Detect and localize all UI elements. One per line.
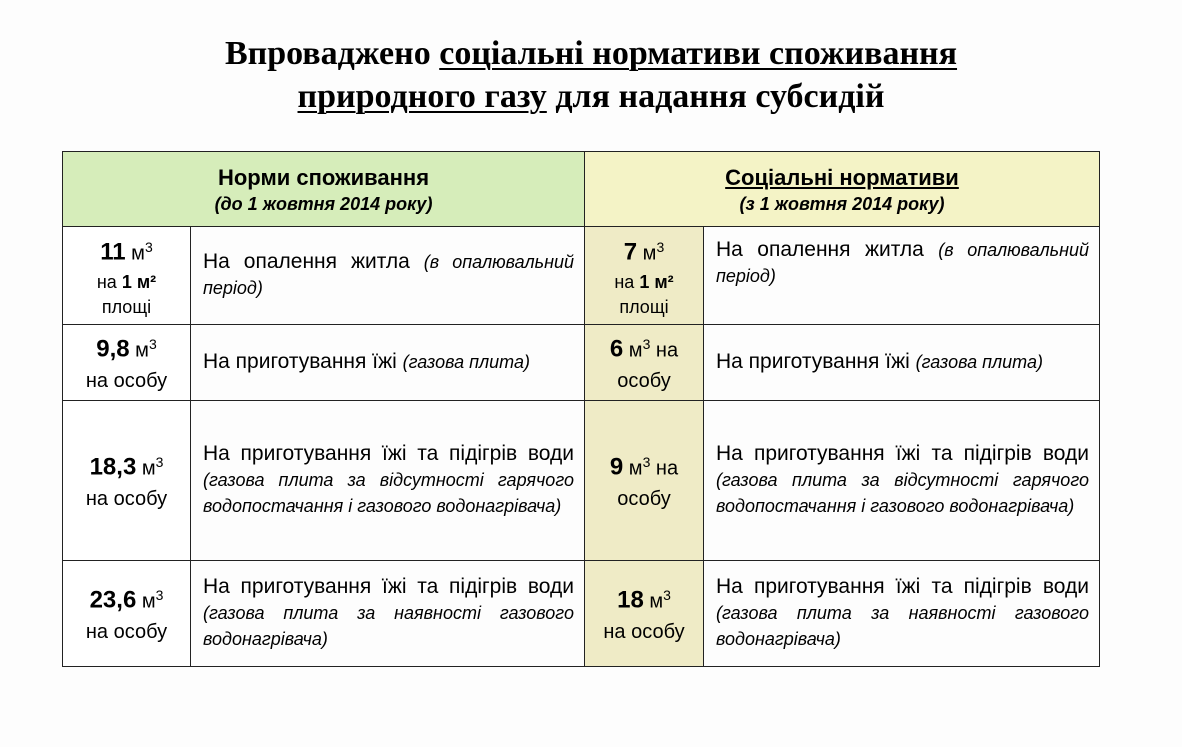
old-norm-cell: 23,6 $м^3$ на особу (63, 561, 191, 667)
purpose-cell: На приготування їжі та підігрів води (газова плита за відсутності гарячого водопостачання і газового водонагрівача) (704, 401, 1100, 561)
header-old-norms (63, 152, 585, 227)
new-norm-cell: 18 $м^3$ на особу (585, 561, 704, 667)
purpose-cell: На приготування їжі та підігрів води (газова плита за наявності газового водонагрівача) (191, 561, 585, 667)
new-norm-cell: 6 $м^3$ на особу (585, 325, 704, 401)
header-new-norms (585, 152, 1100, 227)
new-norm-cell: 9 $м^3$ на особу (585, 401, 704, 561)
purpose-cell: На опалення житла (в опалювальний період) (704, 227, 1100, 325)
table-row (63, 401, 1100, 561)
header-old-title: Норми споживання (217, 165, 430, 190)
title-text: Впроваджено (224, 35, 440, 72)
new-norm-cell: 7 $м^3$ на 1 м² площі (585, 227, 704, 325)
unit: м (125, 242, 145, 265)
page-title (0, 32, 1182, 118)
title-underlined-text: соціальні нормативи споживання (439, 35, 958, 72)
old-norm-value: 18,3 (89, 453, 137, 481)
table-row (63, 325, 1100, 401)
new-norm-value: 7 (623, 238, 638, 266)
purpose-cell: На приготування їжі (газова плита) (704, 325, 1100, 401)
old-norm-value: 11 (100, 238, 126, 266)
new-norm-value: 18 (617, 586, 644, 614)
purpose-cell: На приготування їжі та підігрів води (газова плита за відсутності гарячого водопостачання і газового водонагрівача) (191, 401, 585, 561)
title-line-2 (0, 75, 1182, 118)
unit-exponent: 3 (144, 239, 153, 256)
title-underlined-text: природного газу (297, 78, 547, 115)
new-norm-value: 6 (609, 335, 624, 363)
table-header-row (63, 152, 1100, 227)
purpose-cell: На приготування їжі (газова плита) (191, 325, 585, 401)
purpose-cell: На приготування їжі та підігрів води (газова плита за наявності газового водонагрівача) (704, 561, 1100, 667)
title-text: для надання субсидій (546, 78, 885, 115)
table-row (63, 561, 1100, 667)
header-new-subtitle: (з 1 жовтня 2014 року) (739, 194, 945, 214)
purpose-cell: На опалення житла (в опалювальний період) (191, 227, 585, 325)
old-norm-cell: 18,3 $м^3$ на особу (63, 401, 191, 561)
header-old-subtitle: (до 1 жовтня 2014 року) (214, 194, 433, 214)
norms-table (62, 151, 1100, 667)
old-norm-value: 23,6 (89, 586, 137, 614)
new-norm-value: 9 (609, 453, 624, 481)
header-new-title: Соціальні нормативи (725, 165, 959, 190)
old-norm-cell: 11 $м^3$ на 1 м² площі (63, 227, 191, 325)
table-row (63, 227, 1100, 325)
old-norm-cell: 9,8 $м^3$ на особу (63, 325, 191, 401)
title-line-1 (0, 32, 1182, 75)
old-norm-value: 9,8 (96, 335, 130, 363)
